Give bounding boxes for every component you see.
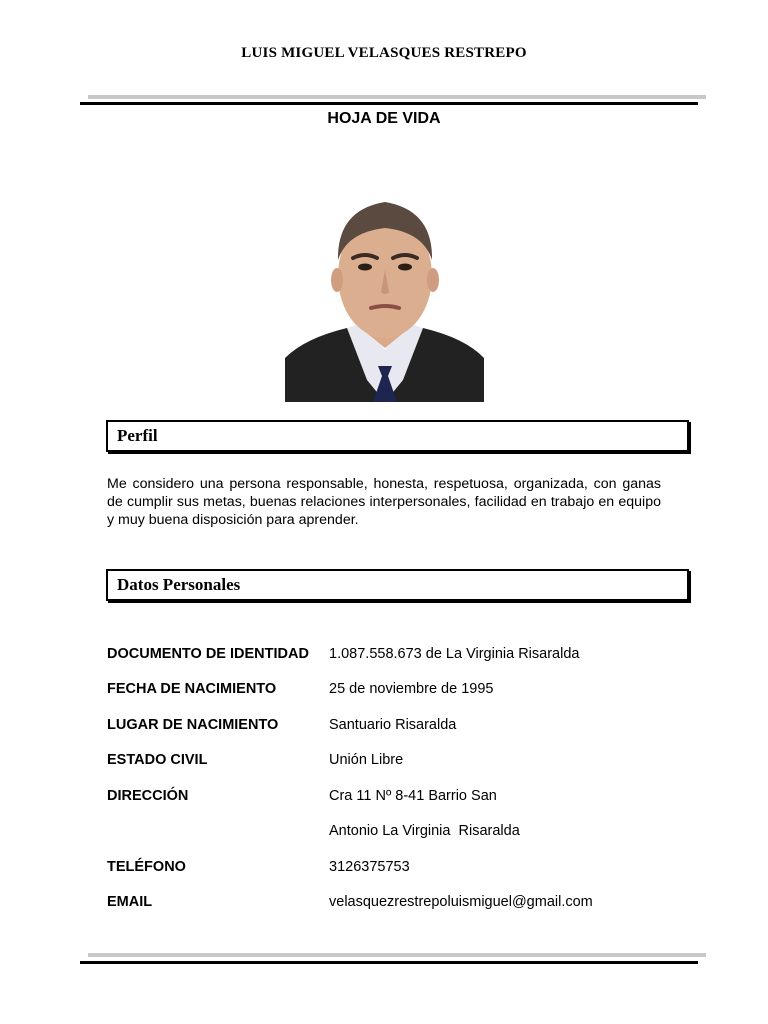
field-label-fecha: FECHA DE NACIMIENTO (107, 681, 277, 697)
field-value-direccion-line2: Antonio La Virginia Risaralda (329, 823, 520, 839)
eye-right (398, 264, 412, 271)
field-value-telefono: 3126375753 (329, 859, 410, 875)
top-rule-gray (88, 95, 706, 99)
ear-left (331, 268, 343, 292)
field-label-estado: ESTADO CIVIL (107, 752, 208, 768)
bottom-rule-gray (88, 953, 706, 957)
header-name: LUIS MIGUEL VELASQUES RESTREPO (241, 45, 527, 61)
field-value-fecha: 25 de noviembre de 1995 (329, 681, 494, 697)
field-value-documento: 1.087.558.673 de La Virginia Risaralda (329, 646, 580, 662)
perfil-text: Me considero una persona responsable, honesta, respetuosa, organizada, con ganas de cumplir sus metas, buenas relaciones interpersonales, facilidad en trabajo en equipo y muy buena disposición para aprender. (107, 476, 661, 528)
eye-left (358, 264, 372, 271)
field-label-lugar: LUGAR DE NACIMIENTO (107, 717, 279, 733)
field-value-lugar: Santuario Risaralda (329, 717, 457, 733)
profile-photo (285, 180, 484, 402)
field-label-documento: DOCUMENTO DE IDENTIDAD (107, 646, 309, 662)
field-value-email: velasquezrestrepoluismiguel@gmail.com (329, 894, 593, 910)
top-rule-black (80, 102, 698, 105)
field-label-telefono: TELÉFONO (107, 859, 186, 875)
field-value-direccion: Cra 11 Nº 8-41 Barrio San (329, 788, 497, 804)
field-label-direccion: DIRECCIÓN (107, 788, 189, 804)
mouth (371, 306, 399, 308)
page-title: HOJA DE VIDA (327, 110, 441, 127)
ear-right (427, 268, 439, 292)
field-value-estado: Unión Libre (329, 752, 404, 768)
field-label-email: EMAIL (107, 894, 153, 910)
section-perfil: Perfil (106, 420, 689, 452)
bottom-rule-black (80, 961, 698, 964)
section-datos-personales: Datos Personales (106, 569, 689, 601)
